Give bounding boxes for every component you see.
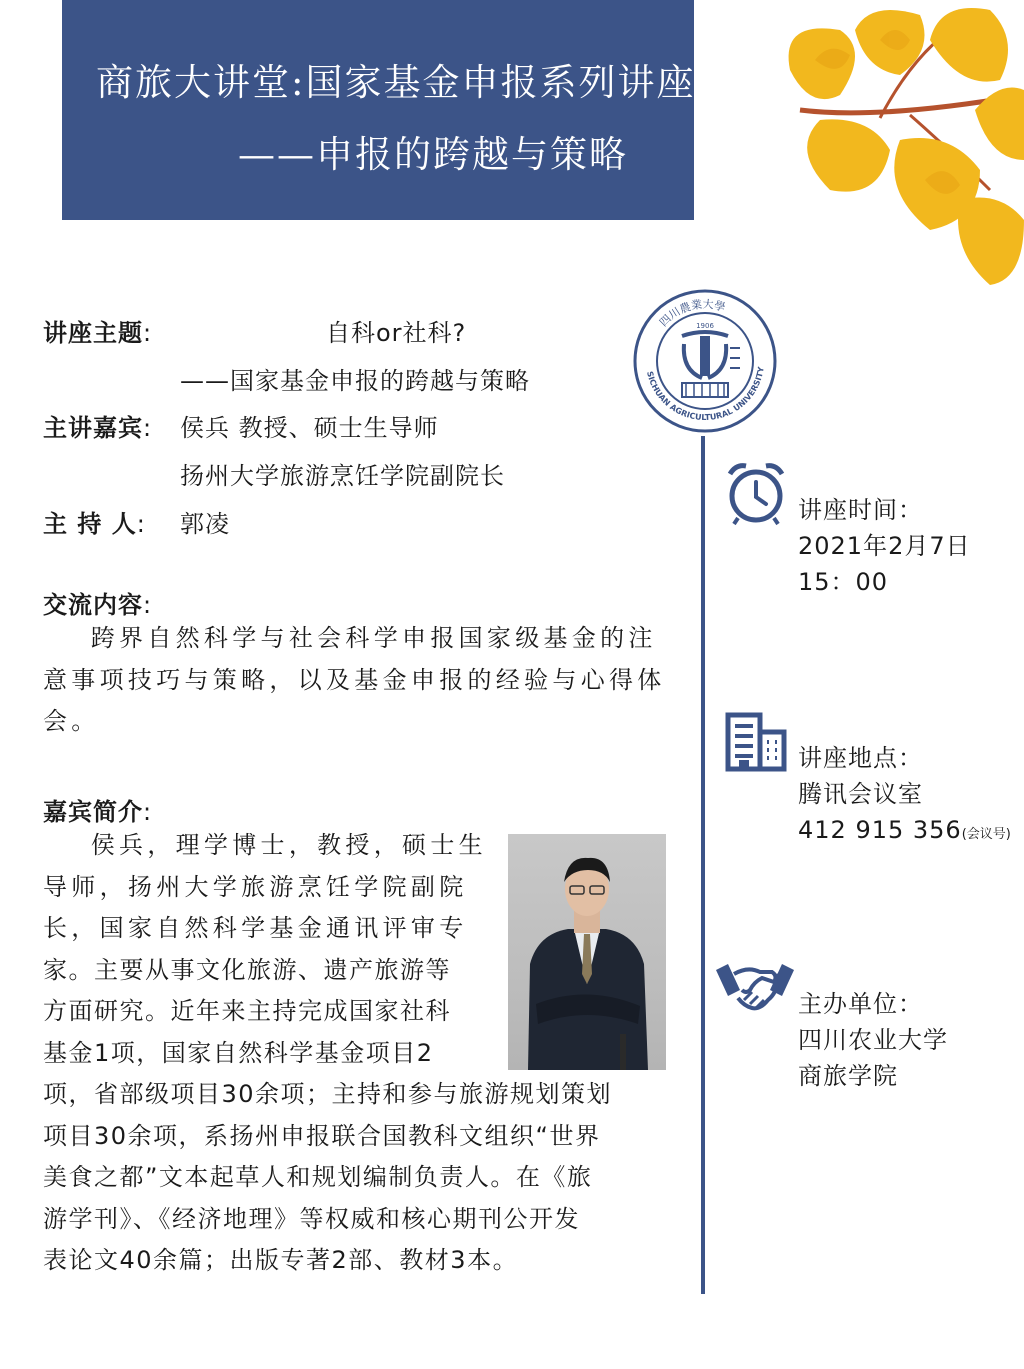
logo-name-cn: 四川農業大學: [656, 297, 727, 330]
timeline-line: [701, 436, 705, 1294]
bio-line: 项目30余项，系扬州申报联合国教科文组织“世界: [43, 1121, 601, 1150]
banner-subtitle: ——申报的跨越与策略: [238, 133, 628, 176]
topic-label: 讲座主题:: [43, 319, 153, 347]
time-clock: 15：00: [798, 568, 889, 596]
time-block: [798, 492, 971, 600]
alarm-clock-icon: [724, 460, 788, 526]
organizer-block: [798, 986, 948, 1094]
meeting-id: 412 915 356: [798, 816, 962, 844]
exchange-label: 交流内容:: [43, 591, 153, 619]
organizer-line2: 商旅学院: [798, 1062, 898, 1090]
header-banner: [62, 0, 694, 220]
exchange-paragraph: [43, 618, 666, 743]
exchange-line: 跨界自然科学与社会科学申报国家级基金的注: [43, 624, 657, 652]
topic-line1: 自科or社科?: [326, 319, 467, 347]
bio-line: 基金1项，国家自然科学基金项目2: [43, 1038, 434, 1067]
host-label: 主 持 人:: [43, 510, 146, 538]
logo-name-en: SICHUAN AGRICULTURAL UNIVERSITY: [645, 366, 766, 423]
bio-line: 家。主要从事文化旅游、遗产旅游等: [43, 955, 451, 984]
speaker-photo: [508, 834, 666, 1070]
speaker-line2: 扬州大学旅游烹饪学院副院长: [180, 462, 505, 490]
exchange-line: 会。: [43, 707, 100, 735]
time-label: 讲座时间：: [798, 496, 923, 524]
place-name: 腾讯会议室: [798, 780, 923, 808]
banner-title: 商旅大讲堂:国家基金申报系列讲座: [96, 61, 696, 104]
handshake-icon: [714, 960, 796, 1016]
speaker-line1: 侯兵 教授、硕士生导师: [180, 414, 439, 442]
bio-line: 游学刊》、《经济地理》等权威和核心期刊公开发: [43, 1204, 580, 1233]
logo-year: 1906: [696, 322, 714, 330]
university-logo: [632, 288, 778, 434]
place-label: 讲座地点：: [798, 744, 923, 772]
bio-line: 导师，扬州大学旅游烹饪学院副院: [43, 872, 468, 901]
organizer-label: 主办单位：: [798, 990, 923, 1018]
place-block: [798, 740, 1011, 853]
host-name: 郭凌: [180, 510, 230, 538]
bio-line: 侯兵，理学博士，教授，硕士生: [43, 831, 487, 859]
meeting-id-line: [798, 812, 1011, 853]
organizer-line1: 四川农业大学: [798, 1026, 948, 1054]
bio-line: 项，省部级项目30余项；主持和参与旅游规划策划: [43, 1080, 613, 1108]
speaker-label: 主讲嘉宾:: [43, 414, 153, 442]
bio-line: 表论文40余篇；出版专著2部、教材3本。: [43, 1246, 519, 1274]
building-icon: [725, 712, 787, 772]
bio-line: 长，国家自然科学基金通讯评审专: [43, 914, 468, 942]
meeting-id-note: (会议号): [961, 827, 1011, 842]
bio-line: 方面研究。近年来主持完成国家社科: [43, 997, 451, 1025]
bio-line: 美食之都”文本起草人和规划编制负责人。在《旅: [43, 1163, 593, 1191]
time-date: 2021年2月7日: [798, 532, 971, 560]
topic-line2: ——国家基金申报的跨越与策略: [180, 367, 530, 395]
bio-label: 嘉宾简介:: [43, 798, 153, 826]
speaker-portrait: [508, 834, 666, 1070]
exchange-line: 意事项技巧与策略，以及基金申报的经验与心得体: [43, 665, 666, 694]
ginkgo-leaves-decoration: [760, 0, 1024, 300]
